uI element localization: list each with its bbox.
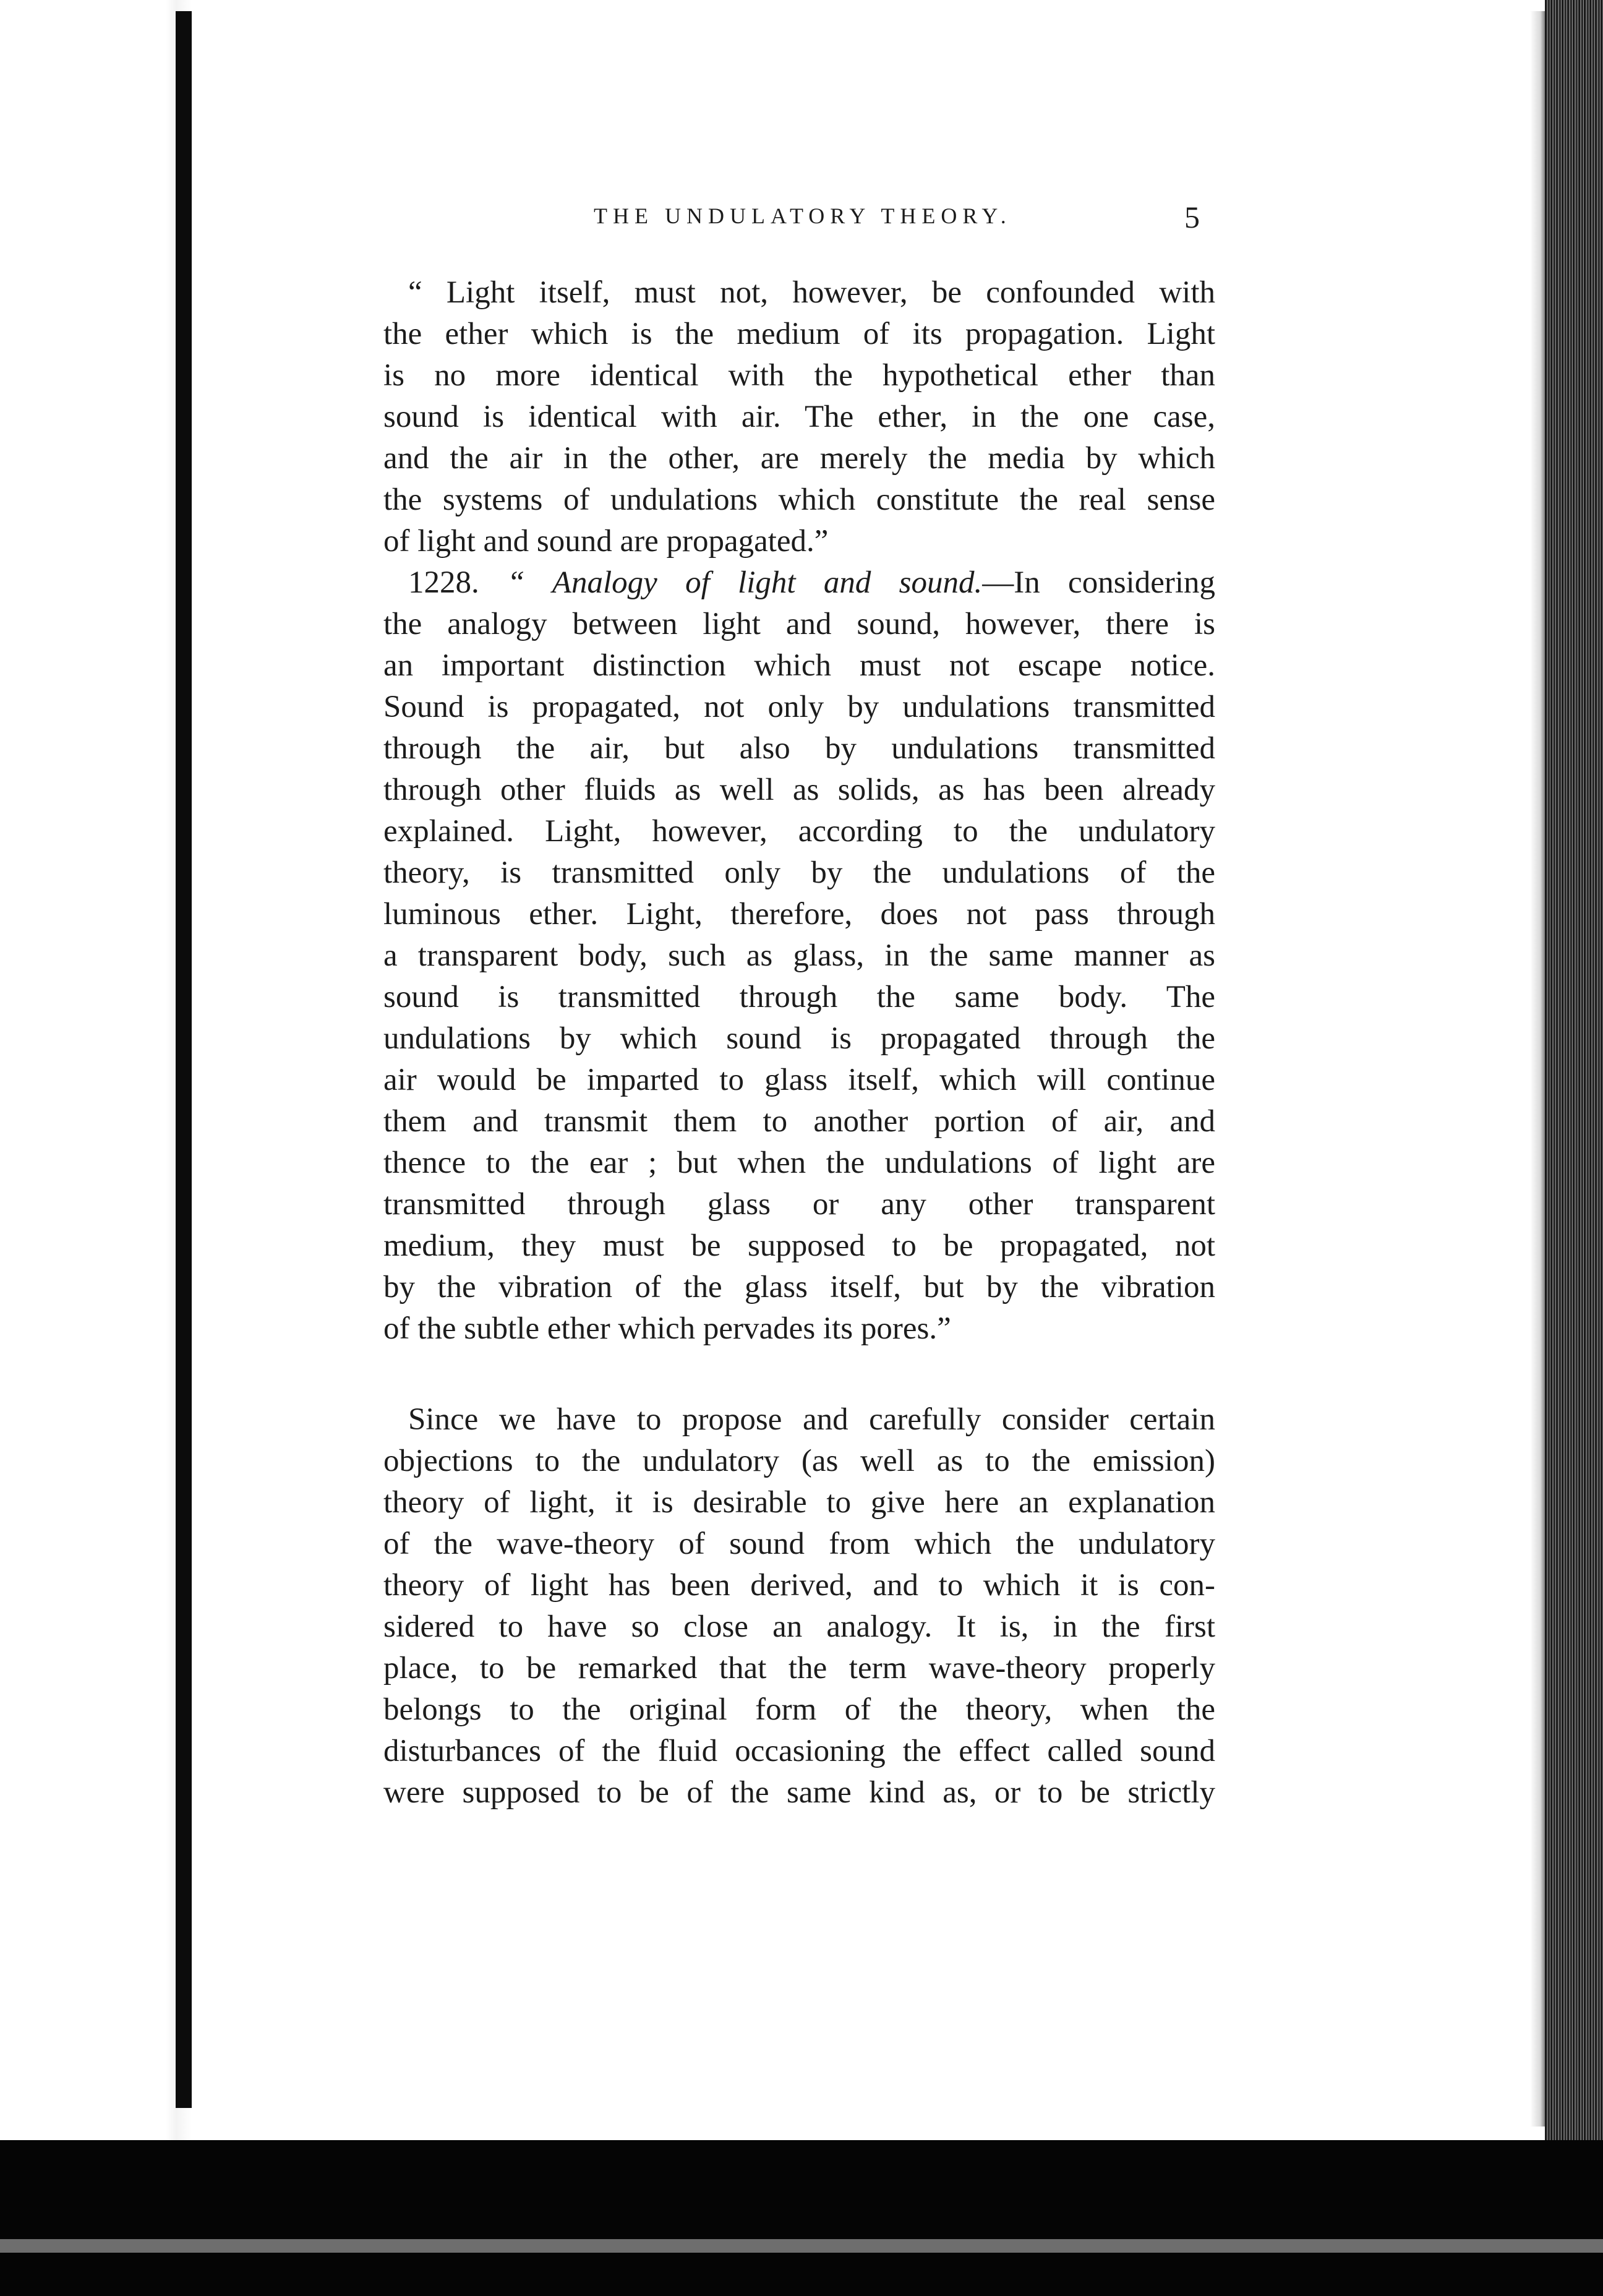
text-line: of light and sound are propagated.” — [383, 524, 829, 559]
text-line: sidered to have so close an analogy. It is, in the first — [383, 1609, 1215, 1644]
page-number: 5 — [1184, 200, 1200, 234]
section-heading-line — [383, 562, 1215, 603]
text-line: disturbances of the fluid occasioning the effect called sound — [383, 1734, 1215, 1768]
text-line: belongs to the original form of the theory, when the — [383, 1692, 1215, 1727]
text-line: of the wave-theory of sound from which the undulatory — [383, 1527, 1215, 1561]
text-line: Sound is propagated, not only by undulations transmitted — [383, 690, 1215, 724]
page-stack-edge — [1545, 0, 1603, 2140]
text-line: sound is identical with air. The ether, in the one case, — [383, 400, 1215, 434]
text-line: is no more identical with the hypothetical ether than — [383, 358, 1215, 393]
text-line: theory of light, it is desirable to give here an explanation — [383, 1485, 1215, 1520]
text-line: by the vibration of the glass itself, but by the vibration — [383, 1270, 1215, 1304]
text-line: were supposed to be of the same kind as, or to be strictly — [383, 1775, 1215, 1810]
text-line: the analogy between light and sound, however, there is — [383, 607, 1215, 641]
running-head: THE UNDULATORY THEORY. — [594, 203, 1012, 228]
text-line: an important distinction which must not escape notice. — [383, 648, 1215, 683]
text-line: theory of light has been derived, and to which it is con- — [383, 1568, 1215, 1603]
text-line: and the air in the other, are merely the media by which — [383, 441, 1215, 476]
text-line: Since we have to propose and carefully consider certain — [408, 1402, 1215, 1437]
text-line: undulations by which sound is propagated through the — [383, 1021, 1215, 1056]
text-line: of the subtle ether which pervades its pores.” — [383, 1311, 951, 1346]
text-line: through other fluids as well as solids, as has been already — [383, 773, 1215, 807]
left-page-margin — [0, 0, 167, 2296]
text-line: luminous ether. Light, therefore, does not pass through — [383, 897, 1215, 932]
text-line: them and transmit them to another portion of air, and — [383, 1104, 1215, 1139]
text-line: sound is transmitted through the same body. The — [383, 980, 1215, 1014]
text-line: the systems of undulations which constitute the real sense — [383, 482, 1215, 517]
text-line: a transparent body, such as glass, in the same manner as — [383, 938, 1215, 973]
section-number: 1228. — [408, 565, 479, 600]
text-line: air would be imparted to glass itself, which will continue — [383, 1063, 1215, 1097]
scanner-bottom-strip — [0, 2239, 1603, 2253]
text-line: the ether which is the medium of its propagation. Light — [383, 317, 1215, 351]
section-heading: “ Analogy of light and sound. — [507, 565, 983, 600]
text-line: explained. Light, however, according to the undulatory — [383, 814, 1215, 849]
section-heading-rest: —In considering — [982, 565, 1215, 600]
text-line: place, to be remarked that the term wave-theory properly — [383, 1651, 1215, 1686]
text-line: objections to the undulatory (as well as to the emission) — [383, 1444, 1215, 1478]
text-line: thence to the ear ; but when the undulations of light are — [383, 1146, 1215, 1180]
text-line: theory, is transmitted only by the undulations of the — [383, 855, 1215, 890]
text-line: medium, they must be supposed to be propagated, not — [383, 1228, 1215, 1263]
binding-edge — [176, 11, 192, 2108]
text-line: transmitted through glass or any other transparent — [383, 1187, 1215, 1222]
scanner-bottom-border — [0, 2140, 1603, 2296]
text-line: through the air, but also by undulations transmitted — [383, 731, 1215, 766]
text-line: “ Light itself, must not, however, be confounded with — [408, 275, 1215, 310]
